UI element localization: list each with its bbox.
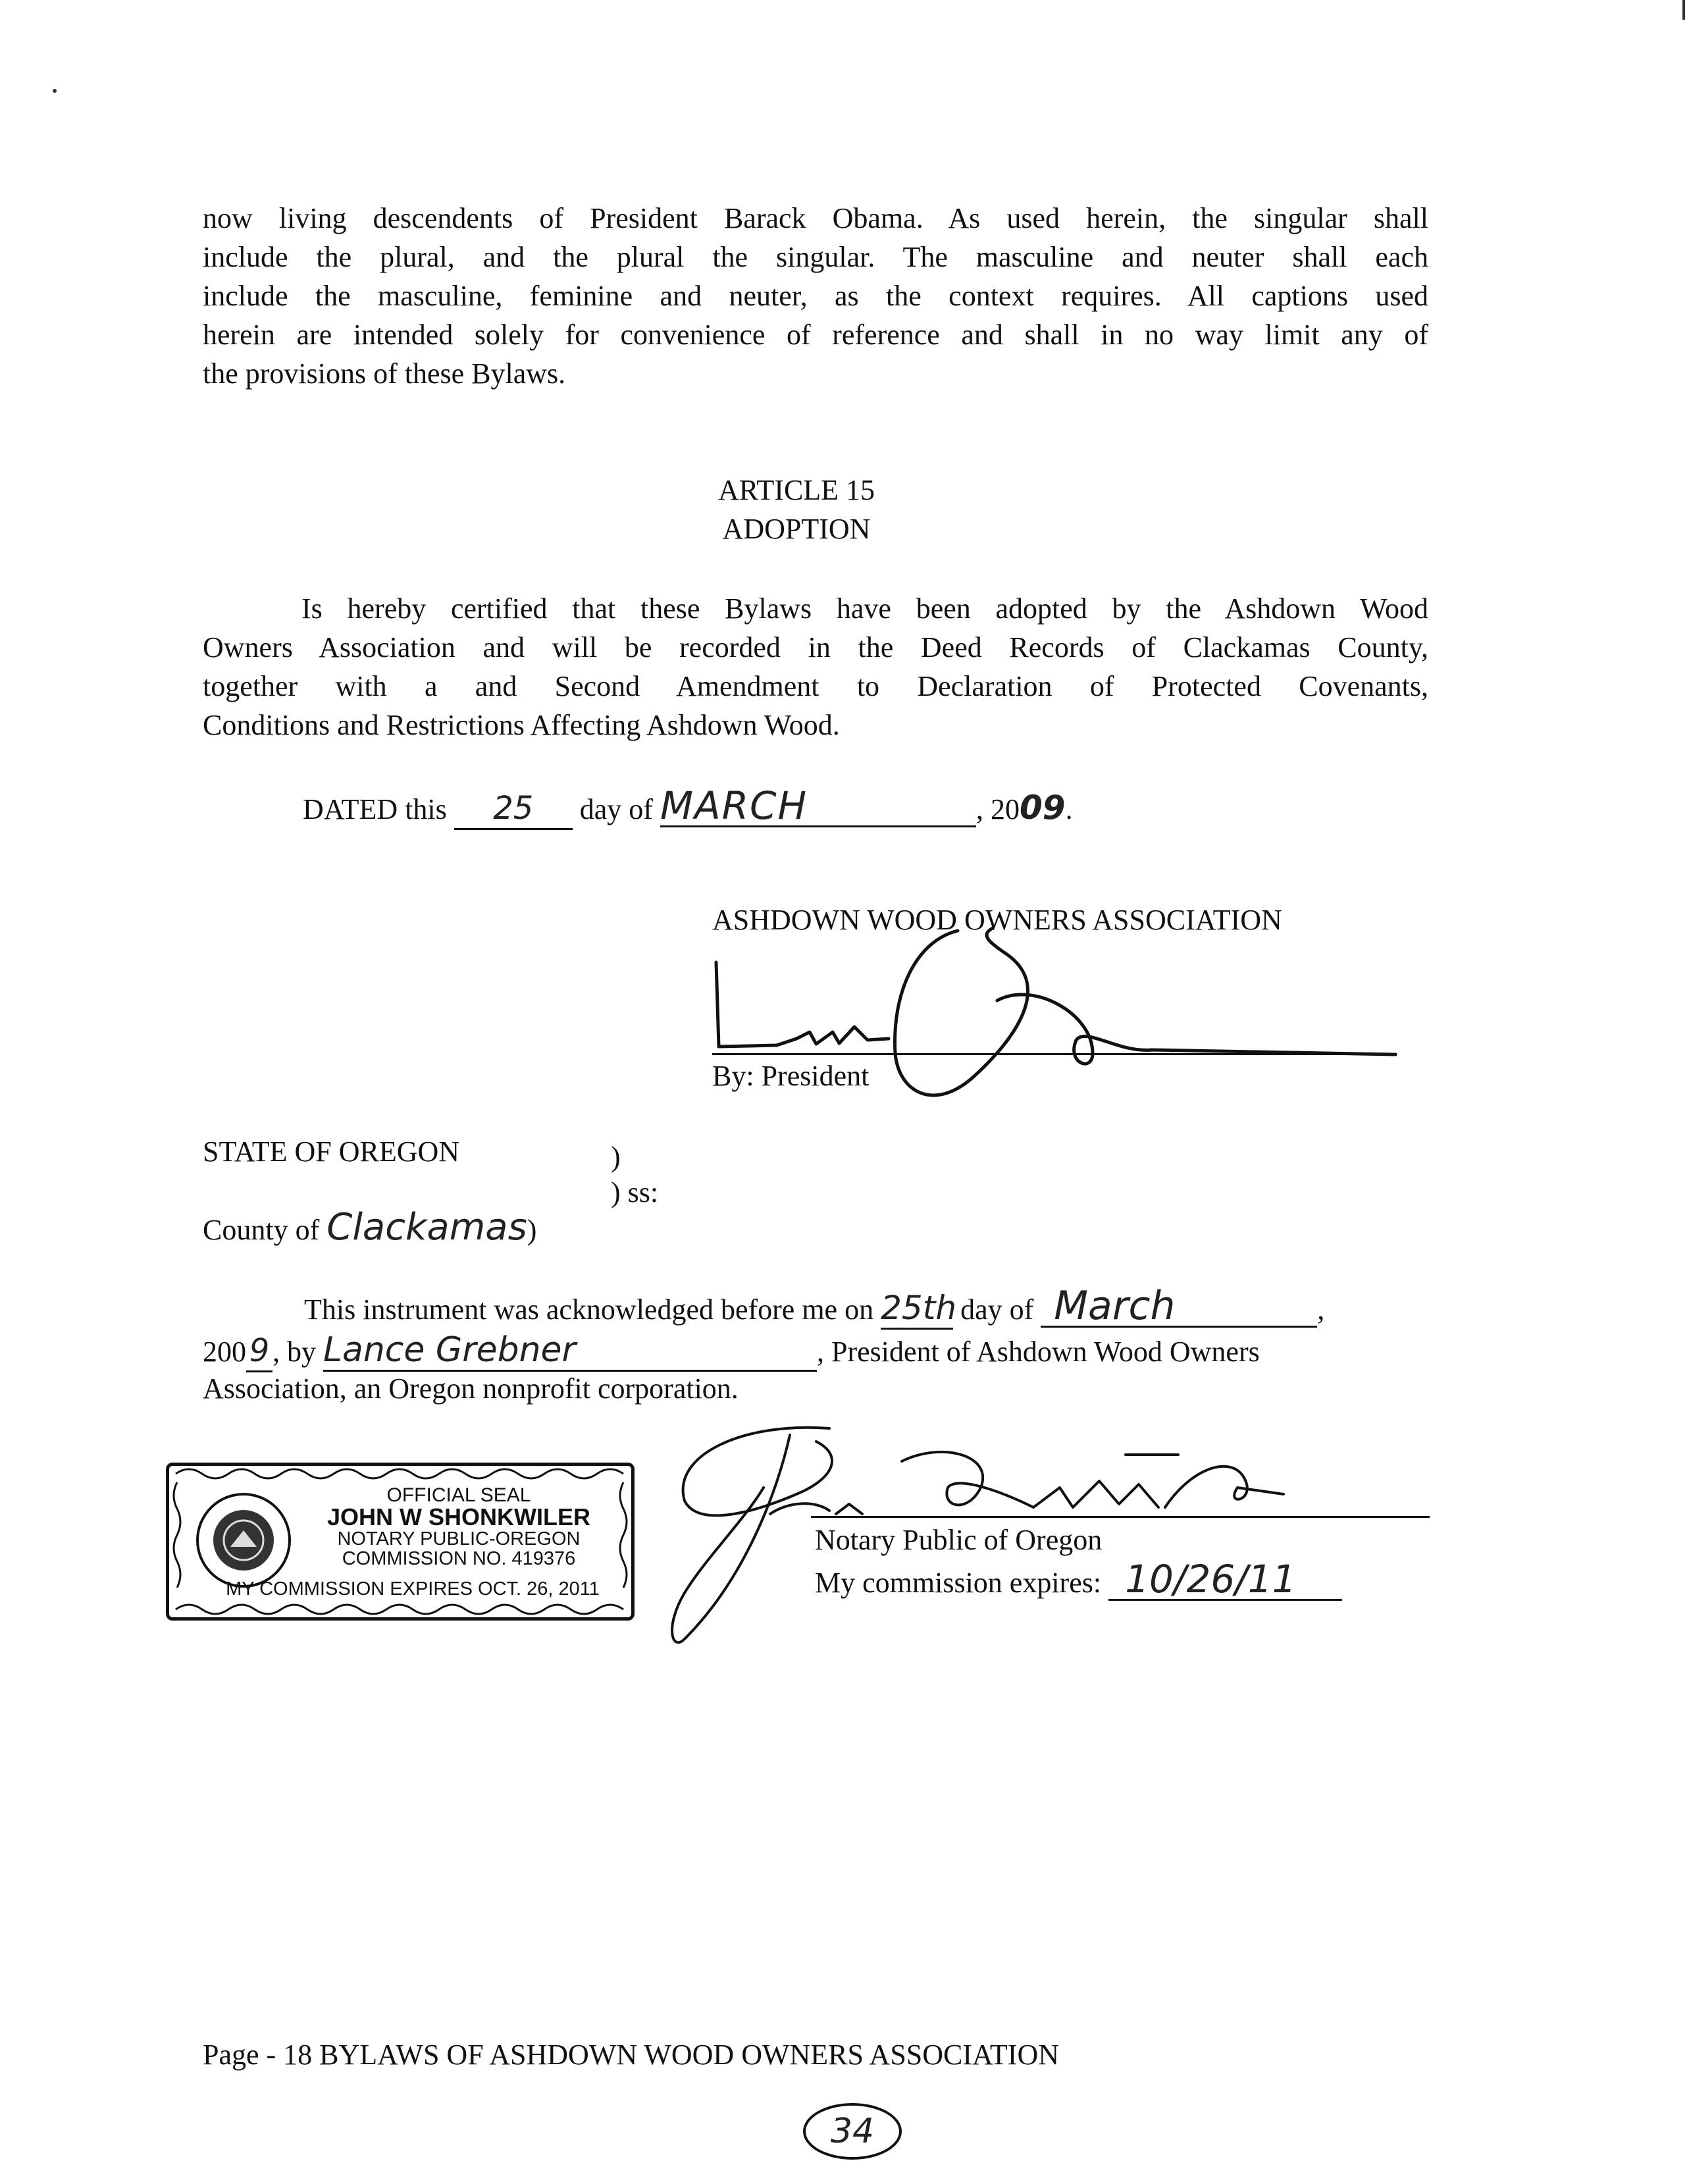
ack-text-c: , <box>1317 1293 1325 1326</box>
signature-by-label: By: President <box>712 1060 870 1092</box>
dated-day-hand: 25 <box>493 790 534 827</box>
venue-paren-1: ) <box>611 1141 621 1173</box>
notary-expires-hand: 10/26/11 <box>1125 1557 1297 1601</box>
association-name: ASHDOWN WOOD OWNERS ASSOCIATION <box>712 904 1282 936</box>
ack-day-hand: 25th <box>881 1289 957 1327</box>
ack-month-hand: March <box>1054 1283 1176 1329</box>
page-stamp <box>803 2103 902 2160</box>
cert-line-1: Is hereby certified that these Bylaws have been adopted by the Ashdown Wood <box>301 592 1428 625</box>
seal-line-3: NOTARY PUBLIC-OREGON <box>337 1528 581 1549</box>
ack-text-b: day of <box>960 1293 1034 1326</box>
cert-line-4: Conditions and Restrictions Affecting Ashdown Wood. <box>203 709 840 741</box>
venue-state: STATE OF OREGON <box>203 1135 460 1168</box>
dated-line <box>303 783 1224 830</box>
ack-year-hand: 9 <box>249 1332 270 1369</box>
venue-paren-3: ) <box>527 1214 537 1246</box>
ack-year-field <box>246 1332 273 1372</box>
cert-line-2: Owners Association and will be recorded in the Deed Records of Clackamas County, <box>203 631 1428 663</box>
notary-signature-line <box>811 1516 1430 1518</box>
intro-line-2: include the plural, and the plural the singular. The masculine and neuter shall each <box>203 241 1428 273</box>
ack-day-field <box>881 1289 957 1330</box>
venue-ss: ) ss: <box>611 1176 659 1209</box>
dated-year-hand: 09 <box>1019 789 1066 827</box>
dated-month-field <box>660 783 976 828</box>
page-footer: Page - 18 BYLAWS OF ASHDOWN WOOD OWNERS ASSOCIATION <box>203 2039 1060 2071</box>
ack-line-2-rest: , President of Ashdown Wood Owners <box>817 1336 1260 1368</box>
ack-month-field <box>1041 1283 1317 1329</box>
ack-name-hand: Lance Grebner <box>323 1330 576 1370</box>
notary-title: Notary Public of Oregon <box>815 1524 1103 1556</box>
article-title: ADOPTION <box>722 513 871 545</box>
ack-by: , by <box>273 1336 316 1368</box>
cert-line-3: together with a and Second Amendment to Declaration of Protected Covenants, <box>203 670 1428 702</box>
dated-month-hand: MARCH <box>660 783 808 828</box>
ack-line-1 <box>304 1283 1325 1330</box>
venue-county-hand: Clackamas <box>326 1206 527 1249</box>
dated-day-field <box>454 789 573 830</box>
notary-expires-field <box>1108 1557 1342 1601</box>
article-number: ARTICLE 15 <box>717 474 875 506</box>
seal-line-1: OFFICIAL SEAL <box>386 1484 531 1506</box>
venue-county-prefix: County of <box>203 1214 320 1246</box>
ack-year-prefix: 200 <box>203 1336 246 1368</box>
dated-suffix: . <box>1065 793 1073 825</box>
state-emblem-icon <box>194 1491 293 1590</box>
seal-line-4: COMMISSION NO. 419376 <box>342 1548 576 1569</box>
seal-line-5: MY COMMISSION EXPIRES OCT. 26, 2011 <box>226 1578 600 1599</box>
intro-line-5: the provisions of these Bylaws. <box>203 357 566 390</box>
scan-edge-mark <box>1682 0 1685 20</box>
ack-name-field <box>323 1331 817 1372</box>
intro-line-1: now living descendents of President Barack Obama. As used herein, the singular shall <box>203 202 1428 234</box>
scan-speck <box>53 89 57 93</box>
dated-year-prefix: , 20 <box>975 793 1020 825</box>
certification-paragraph <box>203 589 1428 744</box>
venue-county <box>203 1208 536 1249</box>
dated-prefix: DATED this <box>303 793 447 825</box>
notary-expires <box>815 1557 1342 1602</box>
page-stamp-number: 34 <box>830 2112 875 2151</box>
seal-text-block <box>294 1486 623 1569</box>
notary-seal <box>166 1463 635 1621</box>
seal-line-2: JOHN W SHONKWILER <box>327 1503 590 1530</box>
notary-expires-label: My commission expires: <box>815 1567 1102 1599</box>
article-heading <box>592 471 1000 548</box>
ack-line-3: Association, an Oregon nonprofit corporation. <box>203 1372 739 1405</box>
ack-line-2 <box>203 1331 1260 1372</box>
intro-line-4: herein are intended solely for convenience of reference and shall in no way limit any of <box>203 319 1428 351</box>
intro-line-3: include the masculine, feminine and neuter, as the context requires. All captions used <box>203 280 1428 312</box>
ack-text-a: This instrument was acknowledged before me on <box>304 1293 874 1326</box>
dated-mid: day of <box>579 793 653 825</box>
intro-paragraph <box>203 199 1428 393</box>
signature-line <box>712 1053 1397 1055</box>
